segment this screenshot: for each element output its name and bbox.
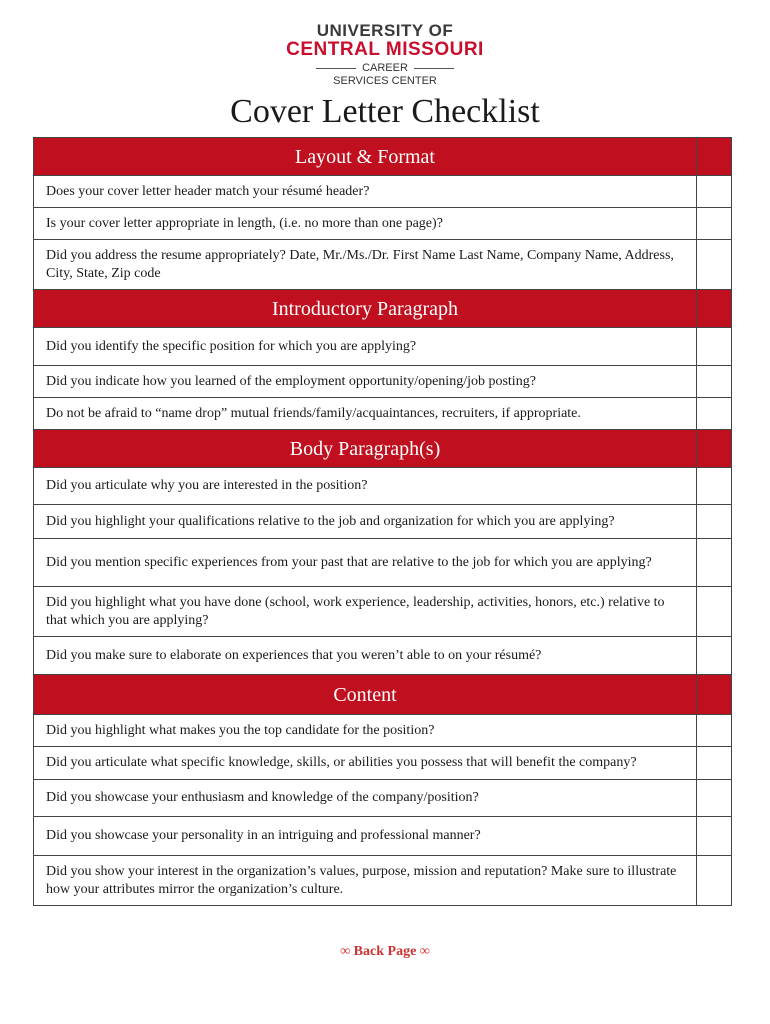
checklist-question: Did you make sure to elaborate on experiences that you weren’t able to on your résumé? [34,637,697,675]
checkbox-cell[interactable] [697,176,732,208]
checklist-row [34,587,732,637]
checklist-question: Did you articulate why you are interested in the position? [34,468,697,505]
checklist-row [34,747,732,780]
logo-central-missouri: CENTRAL MISSOURI [286,39,484,60]
section-header-box [697,675,732,715]
checkbox-cell[interactable] [697,715,732,747]
section-header-body [34,430,732,468]
checklist-row [34,715,732,747]
checklist-row [34,208,732,240]
checklist-question: Did you identify the specific position for which you are applying? [34,328,697,366]
checkbox-cell[interactable] [697,780,732,817]
logo-career: CAREER [362,62,408,74]
checklist-question: Do not be afraid to “name drop” mutual friends/family/acquaintances, recruiters, if appropriate. [34,398,697,430]
checkbox-cell[interactable] [697,366,732,398]
checklist-question: Does your cover letter header match your résumé header? [34,176,697,208]
section-title-content: Content [34,675,697,715]
checkbox-cell[interactable] [697,468,732,505]
checklist-row [34,240,732,290]
checklist-row [34,817,732,856]
checkbox-cell[interactable] [697,747,732,780]
checklist-question: Did you showcase your personality in an intriguing and professional manner? [34,817,697,856]
logo-rule-right [414,68,454,69]
checklist-question: Did you articulate what specific knowledge, skills, or abilities you possess that will benefit the company? [34,747,697,780]
checkbox-cell[interactable] [697,587,732,637]
logo-services-center: SERVICES CENTER [333,75,437,87]
section-header-box [697,290,732,328]
back-page-label: ∞ Back Page ∞ [340,944,430,959]
checkbox-cell[interactable] [697,856,732,906]
checklist-row [34,398,732,430]
section-header-intro [34,290,732,328]
checkbox-cell[interactable] [697,817,732,856]
checkbox-cell[interactable] [697,539,732,587]
checklist-table [33,137,732,906]
checklist-question: Did you highlight what makes you the top candidate for the position? [34,715,697,747]
section-title-layout: Layout & Format [34,138,697,176]
checklist-question: Did you indicate how you learned of the employment opportunity/opening/job posting? [34,366,697,398]
checklist-question: Did you showcase your enthusiasm and knowledge of the company/position? [34,780,697,817]
checklist-row [34,328,732,366]
logo-university-of: UNIVERSITY OF [316,21,454,40]
checkbox-cell[interactable] [697,505,732,539]
section-title-body: Body Paragraph(s) [34,430,697,468]
university-logo [0,22,770,88]
checklist-question: Did you show your interest in the organization’s values, purpose, mission and reputation? Make sure to illustrate how your attributes mirror the organization’s culture. [34,856,697,906]
checkbox-cell[interactable] [697,637,732,675]
section-header-content [34,675,732,715]
section-title-intro: Introductory Paragraph [34,290,697,328]
checklist-row [34,468,732,505]
checklist-question: Did you mention specific experiences from your past that are relative to the job for which you are applying? [34,539,697,587]
section-header-box [697,430,732,468]
checklist-row [34,856,732,906]
checklist-question: Did you highlight your qualifications relative to the job and organization for which you are applying? [34,505,697,539]
logo-rule-left [316,68,356,69]
checklist-question: Did you highlight what you have done (school, work experience, leadership, activities, honors, etc.) relative to that which you are applying? [34,587,697,637]
checklist-question: Did you address the resume appropriately? Date, Mr./Ms./Dr. First Name Last Name, Company Name, Address, City, State, Zip code [34,240,697,290]
checkbox-cell[interactable] [697,240,732,290]
checklist-row [34,539,732,587]
checklist-row [34,780,732,817]
checklist-row [34,176,732,208]
checkbox-cell[interactable] [697,398,732,430]
checklist-question: Is your cover letter appropriate in length, (i.e. no more than one page)? [34,208,697,240]
checklist-row [34,505,732,539]
checklist-row [34,637,732,675]
checkbox-cell[interactable] [697,328,732,366]
logo-career-row [0,62,770,75]
page-title: Cover Letter Checklist [230,93,540,130]
checkbox-cell[interactable] [697,208,732,240]
checklist-row [34,366,732,398]
section-header-box [697,138,732,176]
section-header-layout [34,138,732,176]
